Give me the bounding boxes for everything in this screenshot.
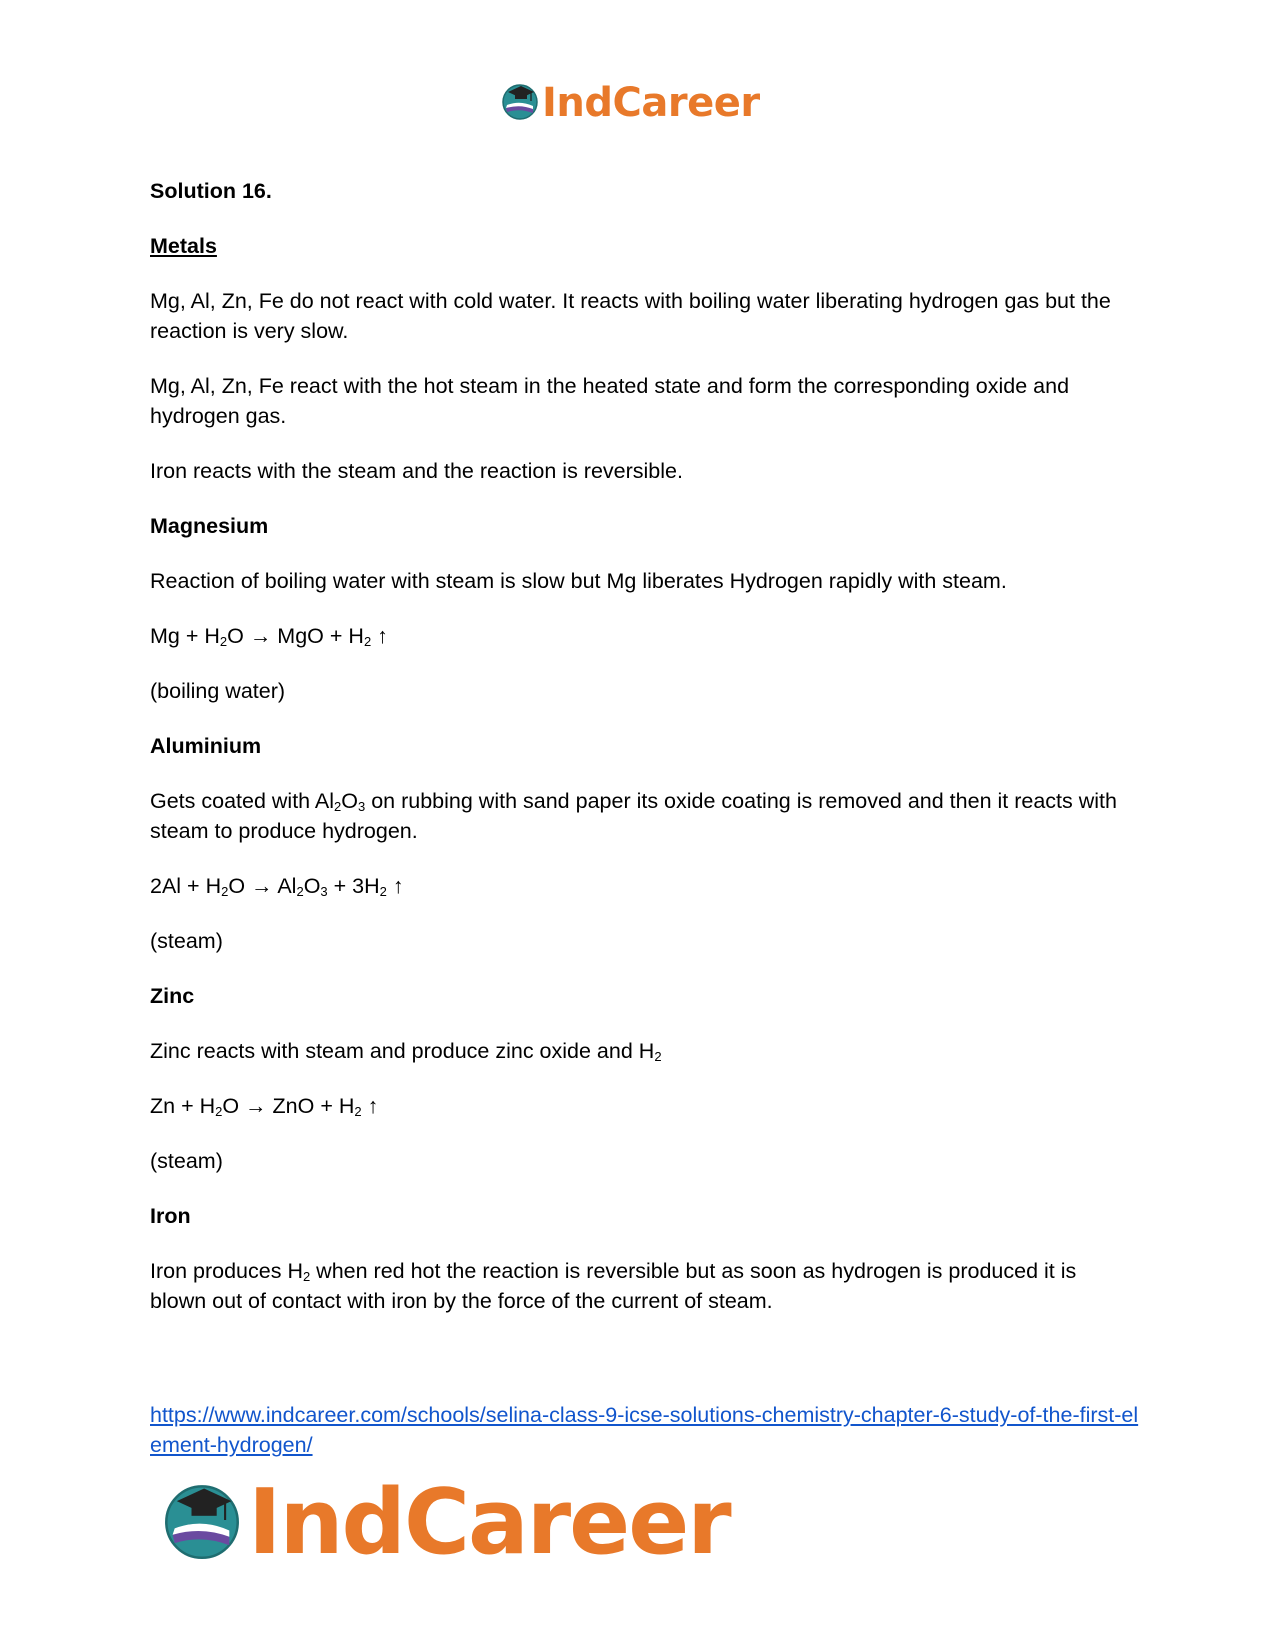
- aluminium-equation: $2Al + H_2O \to Al_2O_3 + 3H_2$ ↑: [150, 874, 404, 899]
- magnesium-equation: $Mg + H_2O$ → MgO + $H_2$ ↑: [150, 624, 388, 649]
- footer-logo: [160, 1470, 730, 1575]
- header-logo: [500, 80, 760, 126]
- metals-paragraph: Iron reacts with the steam and the reaction is reversible.: [150, 459, 683, 483]
- zinc-condition: (steam): [150, 1149, 223, 1173]
- zinc-text: Zinc reacts with steam and produce zinc oxide and $H_2$: [150, 1039, 662, 1064]
- metals-heading: Metals: [150, 234, 217, 258]
- logo-text: IndCareer: [542, 80, 760, 126]
- iron-text: Iron produces $H_2$ when red hot the reaction is reversible but as soon as hydrogen is produced it is blown out of contact with iron by the force of the current of steam.: [150, 1259, 1077, 1313]
- logo-text: IndCareer: [248, 1470, 730, 1575]
- source-link[interactable]: https://www.indcareer.com/schools/selina-class-9-icse-solutions-chemistry-chapter-6-study-of-the-first-element-hydrogen/: [150, 1403, 1139, 1457]
- solution-title: Solution 16.: [150, 179, 272, 203]
- aluminium-text: Gets coated with $Al_2O_3$ on rubbing with sand paper its oxide coating is removed and then it reacts with steam to produce hydrogen.: [150, 789, 1117, 843]
- metals-paragraph: Mg, Al, Zn, Fe do not react with cold water. It reacts with boiling water liberating hydrogen gas but the reaction is very slow.: [150, 289, 1111, 343]
- aluminium-condition: (steam): [150, 929, 223, 953]
- document-body: [150, 176, 1130, 1341]
- magnesium-condition: (boiling water): [150, 679, 286, 703]
- zinc-equation: $Zn + H_2O$ → ZnO + $H_2$ ↑: [150, 1094, 379, 1119]
- aluminium-heading: Aluminium: [150, 734, 262, 758]
- metals-paragraph: Mg, Al, Zn, Fe react with the hot steam in the heated state and form the corresponding oxide and hydrogen gas.: [150, 374, 1070, 428]
- graduation-globe-logo-icon: [160, 1478, 244, 1567]
- graduation-globe-logo-icon: [500, 81, 540, 126]
- magnesium-text: Reaction of boiling water with steam is slow but Mg liberates Hydrogen rapidly with steam.: [150, 569, 1007, 593]
- magnesium-heading: Magnesium: [150, 514, 269, 538]
- zinc-heading: Zinc: [150, 984, 195, 1008]
- iron-heading: Iron: [150, 1204, 191, 1228]
